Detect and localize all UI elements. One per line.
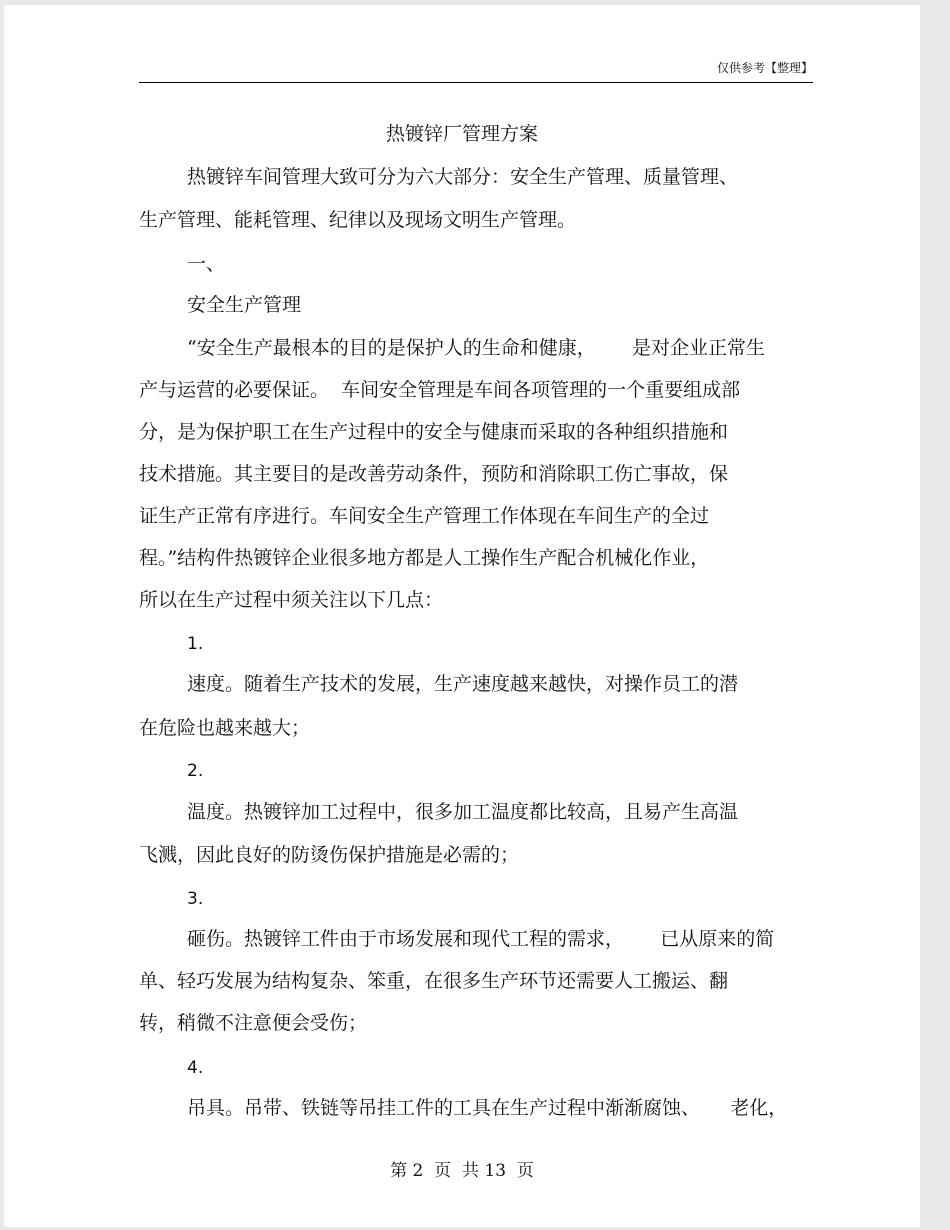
paragraph-line: 砸伤。热镀锌工件由于市场发展和现代工程的需求， 已从原来的简 bbox=[187, 928, 775, 950]
paragraph-line: “安全生产最根本的目的是保护人的生命和健康， 是对企业正常生 bbox=[187, 337, 765, 359]
header-note: 仅供参考【整理】 bbox=[716, 61, 813, 75]
paragraph-line: 速度。随着生产技术的发展，生产速度越来越快，对操作员工的潜 bbox=[187, 673, 739, 695]
paragraph-line: 吊具。吊带、铁链等吊挂工件的工具在生产过程中渐渐腐蚀、 老化， bbox=[187, 1097, 788, 1119]
page-footer: 第 2 页 共 13 页 bbox=[390, 1161, 534, 1181]
list-number: 2. bbox=[187, 761, 204, 781]
paragraph-line: 生产管理、能耗管理、纪律以及现场文明生产管理。 bbox=[139, 209, 577, 231]
paragraph-line: 温度。热镀锌加工过程中，很多加工温度都比较高，且易产生高温 bbox=[187, 801, 739, 823]
document-page bbox=[4, 5, 920, 1227]
paragraph-line: 技术措施。其主要目的是改善劳动条件，预防和消除职工伤亡事故，保 bbox=[139, 463, 729, 485]
list-number: 3. bbox=[187, 889, 204, 909]
section-heading: 安全生产管理 bbox=[187, 294, 302, 316]
list-number: 1. bbox=[187, 634, 204, 654]
list-number: 4. bbox=[187, 1058, 204, 1078]
page-header bbox=[139, 61, 813, 83]
paragraph-line: 产与运营的必要保证。 车间安全管理是车间各项管理的一个重要组成部 bbox=[139, 379, 741, 401]
paragraph-line: 转，稍微不注意便会受伤； bbox=[139, 1012, 368, 1034]
paragraph-line: 分，是为保护职工在生产过程中的安全与健康而采取的各种组织措施和 bbox=[139, 421, 729, 443]
paragraph-line: 证生产正常有序进行。车间安全生产管理工作体现在车间生产的全过 bbox=[139, 505, 710, 527]
document-title: 热镀锌厂管理方案 bbox=[385, 123, 538, 145]
paragraph-line: 所以在生产过程中须关注以下几点： bbox=[139, 589, 444, 611]
section-number: 一、 bbox=[187, 253, 226, 275]
paragraph-line: 程。”结构件热镀锌企业很多地方都是人工操作生产配合机械化作业， bbox=[139, 547, 710, 569]
paragraph-line: 单、轻巧发展为结构复杂、笨重，在很多生产环节还需要人工搬运、翻 bbox=[139, 970, 729, 992]
paragraph-line: 热镀锌车间管理大致可分为六大部分：安全生产管理、质量管理、 bbox=[187, 166, 739, 188]
paragraph-line: 飞溅，因此良好的防烫伤保护措施是必需的； bbox=[139, 844, 520, 866]
paragraph-line: 在危险也越来越大； bbox=[139, 717, 311, 739]
